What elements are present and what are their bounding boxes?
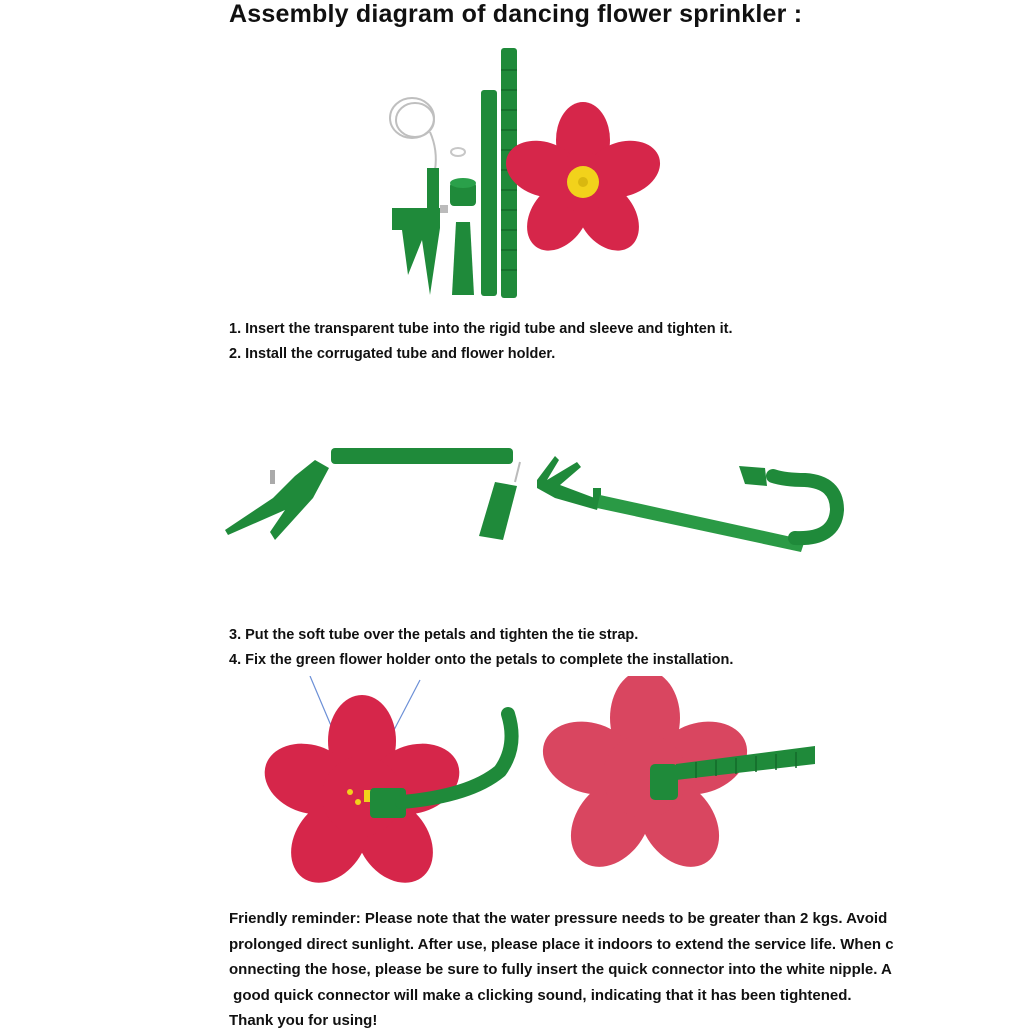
- flower-holder-cap: [450, 178, 476, 206]
- reminder-line-1: Friendly reminder: Please note that the water pressure needs to be greater than 2 kgs. Avoid: [229, 910, 888, 927]
- reminder-line-5: Thank you for using!: [229, 1012, 378, 1030]
- step-1-text: 1. Insert the transparent tube into the rigid tube and sleeve and tighten it.: [229, 321, 733, 337]
- transparent-tube-coil: [390, 98, 436, 170]
- flower-holder-illustration: [250, 676, 820, 901]
- friendly-reminder: [229, 906, 894, 1034]
- red-flower: [499, 102, 668, 263]
- reminder-line-4: good quick connector will make a clicking sound, indicating that it has been tightened.: [229, 986, 852, 1004]
- step-3-text: 3. Put the soft tube over the petals and tighten the tie strap.: [229, 627, 639, 643]
- flower-assembled: [533, 676, 756, 882]
- step-2-text: 2. Install the corrugated tube and flower holder.: [229, 346, 556, 362]
- assembled-sprinkler-stem: [537, 456, 837, 552]
- reminder-line-3: onnecting the hose, please be sure to fully insert the quick connector into the white nipple. A: [229, 961, 892, 979]
- page-title: Assembly diagram of dancing flower sprinkler :: [229, 0, 803, 28]
- tube-assembly-illustration: [225, 440, 850, 560]
- sleeve-connector: [452, 222, 474, 295]
- parts-layout-illustration: [380, 40, 670, 305]
- ground-stake-left: [225, 460, 329, 540]
- step-4-text: 4. Fix the green flower holder onto the petals to complete the installation.: [229, 652, 734, 668]
- tie-strap: [451, 148, 465, 156]
- reminder-line-2: prolonged direct sunlight. After use, please place it indoors to extend the service life. When c: [229, 935, 894, 953]
- rigid-tube-horizontal: [331, 448, 513, 464]
- ground-stake: [392, 168, 448, 295]
- rigid-tube: [481, 90, 497, 296]
- sleeve-connector-tilted: [479, 462, 520, 540]
